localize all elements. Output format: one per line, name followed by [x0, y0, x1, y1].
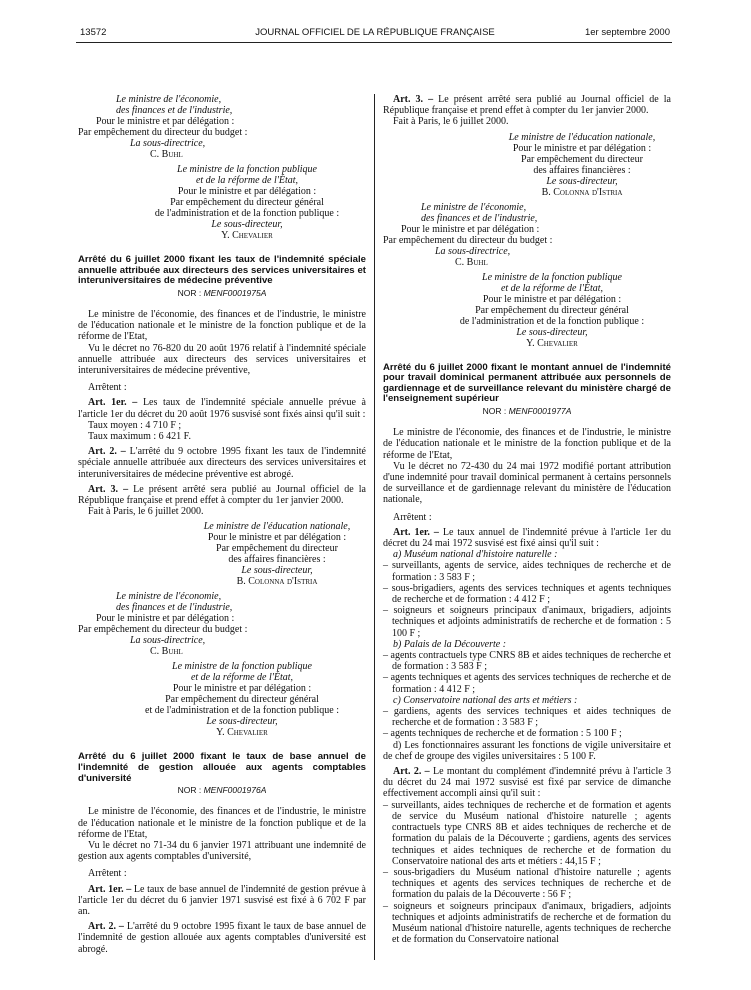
page-number: 13572: [80, 27, 107, 38]
signature-line: des affaires financières :: [533, 164, 631, 176]
signature-line: et de l'administration et de la fonction publique :: [145, 705, 339, 717]
article-2: Art. 2. – Le montant du complément d'indemnité prévu à l'article 3 du décret du 24 mai 1972 susvisé est fixé par service de dimanche effectivement accompli ainsi qu'il suit :: [383, 766, 671, 800]
signature-line: de l'administration et de la fonction publique :: [459, 315, 645, 327]
right-column: [383, 94, 671, 945]
signature-block: [383, 132, 671, 198]
visa: Vu le décret no 71-34 du 6 janvier 1971 attribuant une indemnité de gestion aux agents comptables d'université,: [78, 840, 366, 863]
header-rule: [76, 42, 672, 43]
signature-line: Le ministre de l'économie,: [421, 201, 527, 213]
signature-line: Par empêchement du directeur du budget :: [78, 127, 248, 138]
signature-line: Le sous-directeur,: [241, 565, 313, 577]
signature-block: [78, 94, 366, 160]
signature-line: des finances et de l'industrie,: [116, 105, 233, 116]
signature-line: Par empêchement du directeur général: [475, 304, 629, 316]
preamble: Le ministre de l'économie, des finances et de l'industrie, le ministre de l'éducation nationale et le ministre de la fonction publique et de la réforme de l'Etat,: [78, 308, 366, 343]
visa: Vu le décret no 76-820 du 20 août 1976 relatif à l'indemnité spéciale annuelle attribuée aux directeurs des services universitaires et interuniversitaires de médecine préventive,: [78, 342, 366, 376]
column-divider: [374, 94, 375, 960]
article-3: Art. 3. – Le présent arrêté sera publié au Journal officiel de la République française et prend effet à compter du 1er janvier 2000.: [383, 94, 671, 117]
signature-line: Le ministre de l'économie,: [116, 94, 222, 105]
signature-line: La sous-directrice,: [130, 138, 206, 149]
signature-block: [78, 661, 366, 738]
signatory-name: C. Buhl: [150, 646, 183, 658]
issue-date: 1er septembre 2000: [584, 27, 670, 38]
signatory-name: B. Colonna d'Istria: [541, 186, 623, 198]
section-a-label: a) Muséum national d'histoire naturelle :: [393, 549, 558, 561]
signature-block: [78, 591, 366, 658]
signature-line: de l'administration et de la fonction publique :: [154, 208, 340, 219]
signature-line: La sous-directrice,: [435, 245, 511, 257]
signature-line: Par empêchement du directeur du budget :: [383, 234, 553, 246]
section-c-label: c) Conservatoire national des arts et métiers :: [393, 694, 578, 706]
list-item: – agents techniques et agents des services techniques de recherche et de formation : 4 412 F ;: [383, 672, 671, 695]
signature-line: Le sous-directeur,: [206, 716, 278, 728]
list-item: – agents techniques de recherche et de formation : 5 100 F ;: [383, 728, 622, 740]
signature-line: Le ministre de l'éducation nationale,: [508, 131, 656, 143]
signature-line: et de la réforme de l'État,: [195, 175, 299, 186]
signatory-name: Y. Chevalier: [221, 230, 273, 241]
arretent: Arrêtent :: [88, 382, 127, 394]
signature-line: La sous-directrice,: [130, 635, 206, 647]
nor-reference: NOR : MENF0001977A: [482, 405, 572, 416]
list-item: – surveillants, agents de service, aides techniques de recherche et de formation : 3 583 F ;: [383, 560, 671, 583]
rate-maximum: Taux maximum : 6 421 F.: [88, 431, 191, 443]
article-2: Art. 2. – L'arrêté du 9 octobre 1995 fixant le taux de base annuel de l'indemnité de gestion allouée aux agents comptables d'université est abrogé.: [78, 921, 366, 955]
signature-block: [383, 272, 671, 349]
signature-line: Le ministre de l'éducation nationale,: [203, 521, 351, 533]
visa: Vu le décret no 72-430 du 24 mai 1972 modifié portant attribution d'une indemnité pour travail dominical permanent à certains personnels de surveillance et de gardiennage relevant du ministère de l'éducation nationale,: [383, 460, 671, 506]
article-2: Art. 2. – L'arrêté du 9 octobre 1995 fixant les taux de l'indemnité spéciale annuelle attribuée aux directeurs des services universitaires et interuniversitaires de médecine préventive est abrogé.: [78, 446, 366, 480]
signature-block: [383, 201, 671, 268]
nor-reference: NOR : MENF0001976A: [177, 785, 267, 796]
signature-line: Par empêchement du directeur général: [165, 694, 319, 706]
signature-line: Pour le ministre et par délégation :: [96, 613, 235, 625]
signature-line: Le sous-directeur,: [546, 175, 618, 187]
signature-line: Le ministre de la fonction publique: [172, 661, 312, 673]
article-3: Art. 3. – Le présent arrêté sera publié au Journal officiel de la République française et prend effet à compter du 1er janvier 2000.: [78, 483, 366, 507]
nor-reference: NOR : MENF0001975A: [177, 287, 267, 298]
signature-line: Pour le ministre et par délégation :: [401, 223, 540, 235]
signature-line: Par empêchement du directeur général: [170, 197, 324, 208]
signature-line: des affaires financières :: [228, 554, 326, 566]
left-column: [78, 94, 366, 955]
signature-line: Par empêchement du directeur: [521, 153, 643, 165]
section-d: d) Les fonctionnaires assurant les fonctions de vigile universitaire et de chef de groupe des vigiles universitaires : 5 100 F.: [383, 739, 671, 762]
article-1: Art. 1er. – Le taux annuel de l'indemnité prévue à l'article 1er du décret du 24 mai 1972 susvisé est fixé ainsi qu'il suit :: [383, 526, 671, 550]
signature-line: Le ministre de la fonction publique: [482, 271, 622, 283]
preamble: Le ministre de l'économie, des finances et de l'industrie, le ministre de l'éducation nationale et le ministre de la fonction publique et de la réforme de l'Etat,: [383, 427, 671, 461]
list-item: – gardiens, agents des services techniques et aides techniques de recherche et de formation : 3 583 F ;: [383, 706, 671, 729]
signature-line: Par empêchement du directeur du budget :: [78, 624, 248, 636]
signature-line: Pour le ministre et par délégation :: [482, 293, 622, 305]
list-item: – soigneurs et soigneurs principaux d'animaux, brigadiers, adjoints techniques et adjoints administratifs de recherche et de formation : 5 100 F ;: [383, 605, 671, 639]
signature-block: [78, 521, 366, 587]
list-item: – soigneurs et soigneurs principaux d'animaux, brigadiers, adjoints techniques et adjoints administratifs de recherche et de formation du Muséum national d'histoire naturelle, agents techniques de recherche et de formation du Conservatoire national: [383, 900, 671, 946]
page-header: [80, 27, 670, 41]
signature-line: Le ministre de la fonction publique: [177, 164, 317, 175]
section-b-label: b) Palais de la Découverte :: [393, 638, 507, 650]
list-item: – sous-brigadiers du Muséum national d'histoire naturelle ; agents techniques et agents des services techniques de recherche et de formation du palais de la Découverte : 56 F ;: [383, 866, 671, 901]
signature-line: et de la réforme de l'État,: [190, 672, 294, 684]
signature-line: Par empêchement du directeur: [216, 543, 338, 555]
signature-line: Pour le ministre et par délégation :: [96, 116, 235, 127]
signatory-name: B. Colonna d'Istria: [236, 576, 318, 588]
signatory-name: Y. Chevalier: [216, 727, 268, 739]
signature-line: des finances et de l'industrie,: [116, 602, 233, 614]
list-item: – sous-brigadiers, agents des services techniques et agents techniques de recherche et de formation : 4 412 F ;: [383, 582, 671, 606]
list-item: – surveillants, aides techniques de recherche et de formation et agents de service du Muséum national d'histoire naturelle ; agents contractuels type CNRS 8B et aides techniques de recherche et de formation du palais de la Découverte ; gardiens, agents des services techniques et aides techniques de recherche et de formation du Conservatoire national des arts et métiers : 44,15 F ;: [383, 799, 671, 867]
article-1: Art. 1er. – Le taux de base annuel de l'indemnité de gestion prévue à l'article 1er du décret du 6 janvier 1971 susvisé est fixé à 6 702 F par an.: [78, 883, 366, 918]
place-date: Fait à Paris, le 6 juillet 2000.: [88, 506, 204, 518]
journal-title: JOURNAL OFFICIEL DE LA RÉPUBLIQUE FRANÇAISE: [255, 27, 495, 38]
signature-line: Pour le ministre et par délégation :: [512, 142, 652, 154]
article-1: Art. 1er. – Les taux de l'indemnité spéciale annuelle prévue à l'article 1er du décret du 20 août 1976 susvisé sont fixés ainsi qu'il suit :: [78, 397, 366, 420]
preamble: Le ministre de l'économie, des finances et de l'industrie, le ministre de l'éducation nationale et le ministre de la fonction publique et de la réforme de l'Etat,: [78, 806, 366, 840]
signature-line: Le sous-directeur,: [516, 326, 588, 338]
place-date: Fait à Paris, le 6 juillet 2000.: [393, 116, 509, 128]
decree-title: Arrêté du 6 juillet 2000 fixant les taux de l'indemnité spéciale annuelle attribuée aux directeurs des services universitaires et interuniversitaires de médecine préventive: [78, 254, 366, 287]
signature-line: Pour le ministre et par délégation :: [177, 186, 317, 197]
signature-line: et de la réforme de l'État,: [500, 282, 604, 294]
decree-title: Arrêté du 6 juillet 2000 fixant le montant annuel de l'indemnité pour travail dominical permanent attribuée aux personnels de gardiennage et de surveillance relevant du ministère chargé de l'enseignement supérieur: [383, 361, 671, 405]
decree-title: Arrêté du 6 juillet 2000 fixant le taux de base annuel de l'indemnité de gestion allouée aux agents comptables d'université: [78, 751, 366, 784]
arretent: Arrêtent :: [393, 511, 432, 523]
signature-line: des finances et de l'industrie,: [421, 212, 538, 224]
signature-block: [78, 164, 366, 241]
signature-line: Le ministre de l'économie,: [116, 591, 222, 603]
signatory-name: C. Buhl: [150, 149, 183, 160]
signatory-name: C. Buhl: [455, 256, 488, 268]
signatory-name: Y. Chevalier: [526, 337, 578, 349]
list-item: – agents contractuels type CNRS 8B et aides techniques de recherche et de formation : 3 583 F ;: [383, 650, 671, 673]
signature-line: Pour le ministre et par délégation :: [207, 532, 347, 544]
arretent: Arrêtent :: [88, 868, 127, 880]
signature-line: Le sous-directeur,: [211, 219, 283, 230]
rate-average: Taux moyen : 4 710 F ;: [88, 419, 182, 431]
signature-line: Pour le ministre et par délégation :: [172, 683, 312, 695]
